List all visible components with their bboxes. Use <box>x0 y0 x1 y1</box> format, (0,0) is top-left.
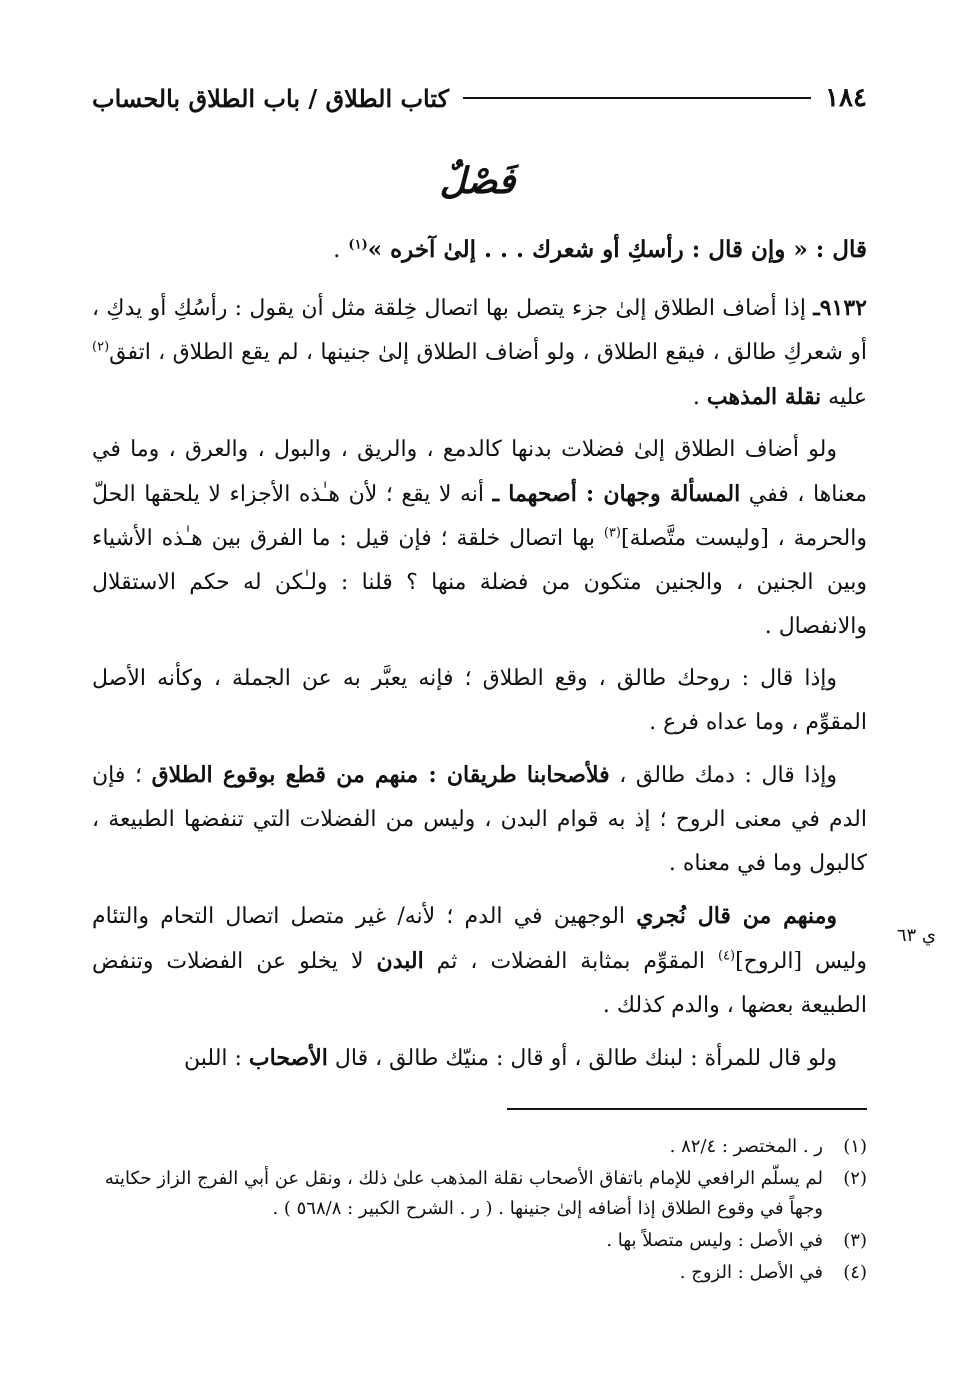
footnote <box>92 1132 867 1162</box>
footnote-ref: (٤) <box>717 948 736 964</box>
bold-text: المسألة وجهان : أصحهما ـ <box>492 481 741 507</box>
bold-text: فلأصحابنا طريقان : منهم من قطع بوقوع الطلاق <box>151 762 610 788</box>
footnote-number: (١) <box>843 1136 867 1157</box>
paragraph <box>92 894 867 1028</box>
paragraph-text: ولو أضاف الطلاق إلىٰ فضلات بدنها كالدمع ، والريق ، والبول ، والعرق ، وما في معناها ، ففي <box>92 437 867 507</box>
paragraph-text: ولو قال للمرأة : لبنك طالق ، أو قال : منيّك طالق ، قال <box>327 1046 837 1071</box>
paragraph-text: لا يخلو عن الفضلات وتنفض الطبيعة بعضها ، والدم كذلك . <box>92 949 867 1018</box>
footnote-ref: (٢) <box>92 339 110 355</box>
footnote-text: في الأصل : وليس متصلاً بها . <box>606 1230 823 1251</box>
bold-text: الأصحاب <box>248 1045 328 1071</box>
paragraph <box>92 1036 867 1081</box>
header-rule <box>463 97 811 99</box>
footnote-ref: (١) <box>348 237 368 253</box>
manuscript-folio-note: ي ٦٣ <box>896 925 936 946</box>
paragraph-text: إذا أضاف الطلاق إلىٰ جزء يتصل بها اتصال خِلقة مثل أن يقول : رأسُكِ أو يدكِ ، أو شعركِ طالق ، فيقع الطلاق ، ولو أضاف الطلاق إلىٰ جنينها ، لم يقع الطلاق ، اتفق <box>92 296 868 365</box>
footnote-text: لم يسلّم الرافعي للإمام باتفاق الأصحاب نقلة المذهب علىٰ ذلك ، ونقل عن أبي الفرج الزاز حكايته وجهاً في وقوع الطلاق إذا أضافه إلىٰ جنينها . ( ر . الشرح الكبير : ٥٦٨/٨ ) . <box>104 1168 823 1219</box>
main-text <box>92 286 867 1089</box>
paragraph-text: الوجهين في الدم ؛ لأنه/ غير متصل اتصال التحام والتئام وليس [الروح] <box>92 904 868 974</box>
running-header <box>92 78 867 118</box>
footnote-text: في الأصل : الزوج . <box>679 1262 823 1283</box>
paragraph-text: وإذا قال : دمك طالق ، <box>609 763 837 788</box>
paragraph-text: عليه <box>821 385 867 410</box>
footnote-ref: (٣) <box>603 525 621 541</box>
quote-prefix: قال : <box>815 236 867 263</box>
footnote <box>92 1258 867 1288</box>
quoted-text <box>92 228 867 272</box>
quote-text: « وإن قال : رأسكِ أو شعرك . . . إلىٰ آخره » <box>367 236 808 263</box>
paragraph <box>92 657 867 745</box>
footnote-number: (٢) <box>843 1168 867 1189</box>
paragraph-text: المقوِّم بمثابة الفضلات ، ثم <box>423 949 718 974</box>
paragraph <box>92 753 867 886</box>
header-title: كتاب الطلاق / باب الطلاق بالحساب <box>92 83 450 113</box>
paragraph-text: بها اتصال خلقة ؛ فإن قيل : ما الفرق بين هـٰذه الأشياء وبين الجنين ، والجنين متكون من فضلة منها ؟ قلنا : ولـٰكن له حكم الاستقلال والانفصال . <box>92 526 867 639</box>
quote-suffix: . <box>333 237 341 263</box>
section-heading: فَصْلٌ <box>439 160 516 202</box>
footnote <box>92 1226 867 1256</box>
paragraph <box>92 428 867 649</box>
footnote-text: ر . المختصر : ٨٢/٤ . <box>669 1136 823 1157</box>
page-number: ١٨٤ <box>825 83 867 113</box>
bold-text: نقلة المذهب <box>706 384 822 410</box>
footnote <box>92 1164 867 1224</box>
paragraph-text: وإذا قال : روحك طالق ، وقع الطلاق ؛ فإنه يعبَّر به عن الجملة ، وكأنه الأصل المقوِّم ، وما عداه فرع . <box>92 666 867 735</box>
paragraph-text: ؛ فإن الدم في معنى الروح ؛ إذ به قوام البدن ، وليس من الفضلات التي تنفضها الطبيعة ، كالبول وما في معناه . <box>92 763 867 876</box>
paragraph-text: : اللبن <box>184 1046 249 1071</box>
paragraph-number: ٩١٣٢ـ <box>813 295 867 321</box>
footnote-number: (٣) <box>843 1230 867 1251</box>
paragraph-text: . <box>692 385 707 410</box>
footnote-separator <box>507 1108 867 1110</box>
bold-text: البدن <box>376 948 424 974</box>
footnote-number: (٤) <box>843 1262 867 1283</box>
paragraph <box>92 286 867 420</box>
footnotes <box>92 1132 867 1290</box>
bold-text: ومنهم من قال نُجري <box>636 903 837 929</box>
paragraph-text: أنه لا يقع ؛ لأن هـٰذه الأجزاء لا يلحقها الحلّ والحرمة ، [وليست متَّصلة] <box>92 482 867 551</box>
